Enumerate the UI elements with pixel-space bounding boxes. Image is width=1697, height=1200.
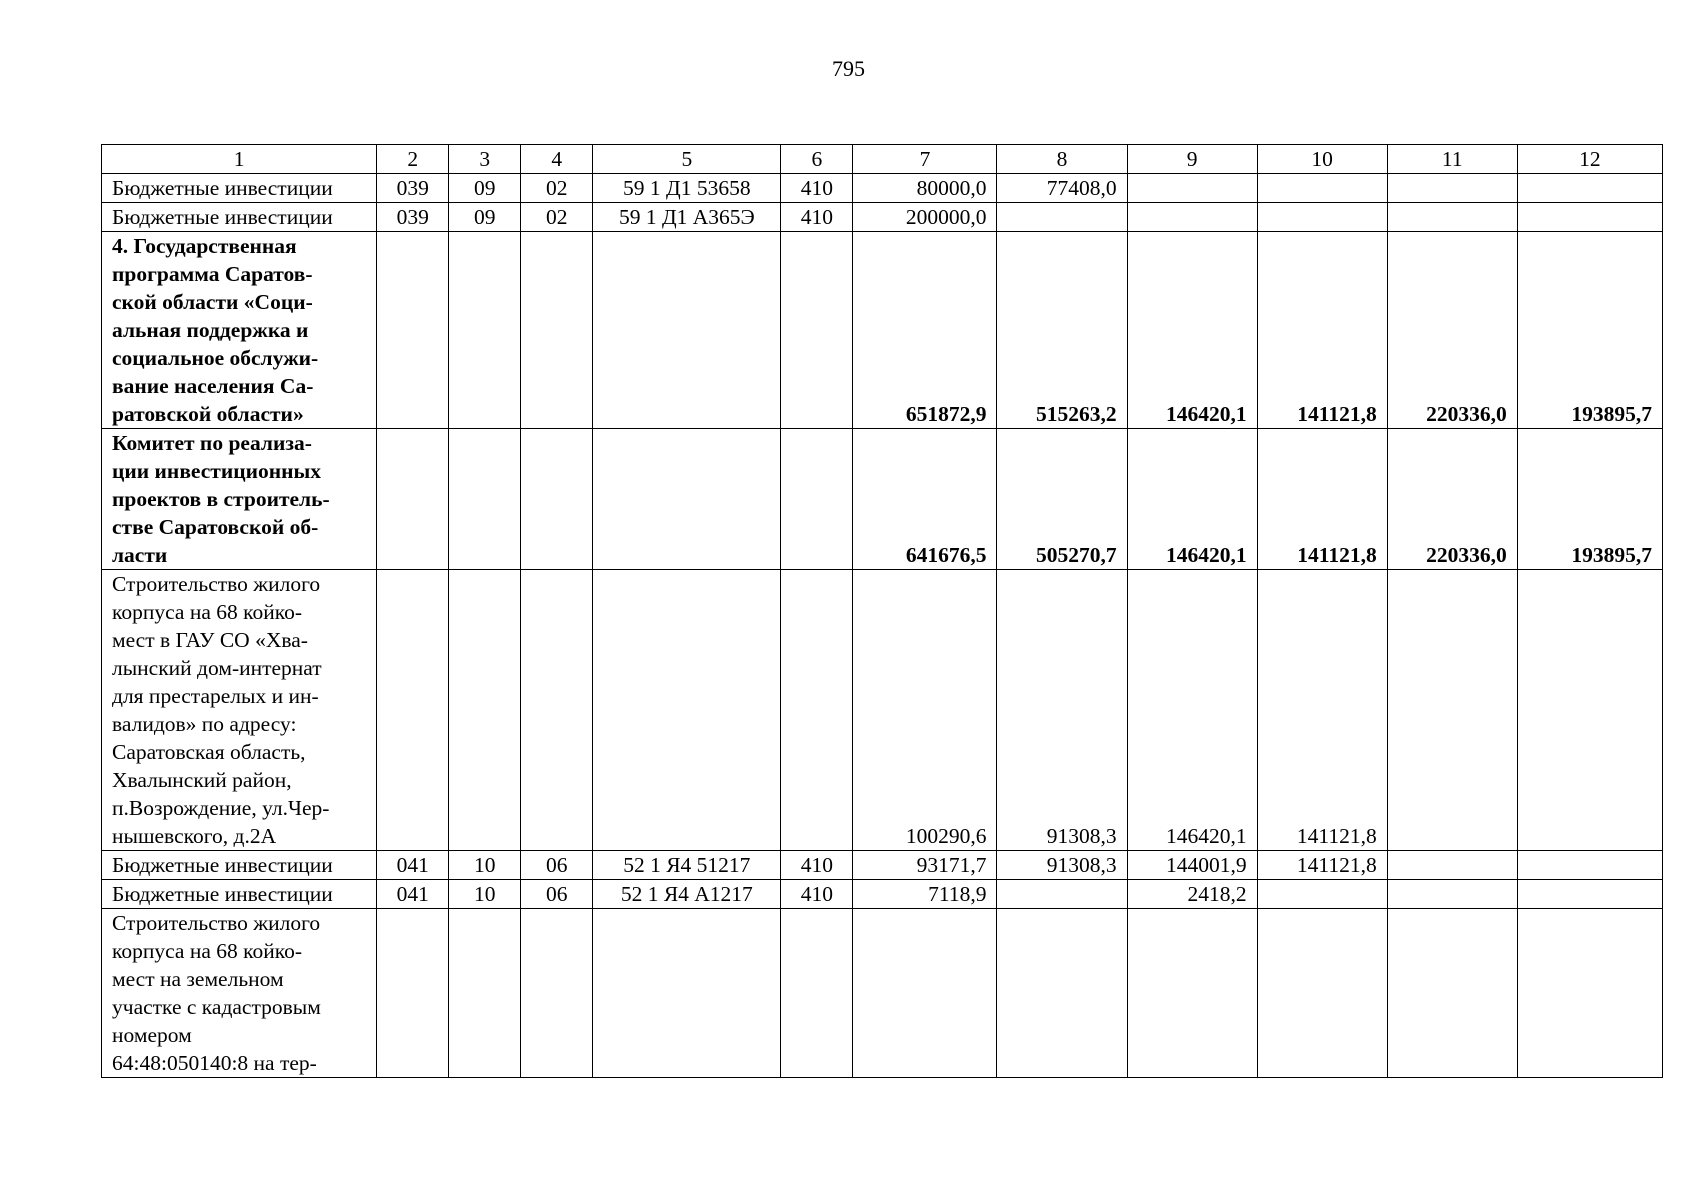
cell-col-2 xyxy=(377,429,449,570)
cell-col-6: 410 xyxy=(781,174,853,203)
cell-col-3: 10 xyxy=(449,880,521,909)
cell-col-9: 146420,1 xyxy=(1127,570,1257,851)
column-header: 1 xyxy=(102,145,377,174)
cell-col-8: 91308,3 xyxy=(997,851,1127,880)
cell-col-9: 2418,2 xyxy=(1127,880,1257,909)
cell-col-10: 141121,8 xyxy=(1257,429,1387,570)
column-number-header-row xyxy=(102,145,1663,174)
cell-col-12 xyxy=(1517,909,1662,1078)
cell-col-8: 505270,7 xyxy=(997,429,1127,570)
column-header: 3 xyxy=(449,145,521,174)
cell-col-4: 02 xyxy=(521,203,593,232)
cell-col-6: 410 xyxy=(781,880,853,909)
cell-col-10: 141121,8 xyxy=(1257,851,1387,880)
cell-col-11: 220336,0 xyxy=(1387,232,1517,429)
cell-col-2 xyxy=(377,570,449,851)
cell-col-7: 7118,9 xyxy=(853,880,997,909)
cell-col-4 xyxy=(521,570,593,851)
column-header: 6 xyxy=(781,145,853,174)
cell-col-5: 59 1 Д1 53658 xyxy=(593,174,781,203)
column-header: 11 xyxy=(1387,145,1517,174)
cell-col-3: 09 xyxy=(449,203,521,232)
cell-col-5: 59 1 Д1 А365Э xyxy=(593,203,781,232)
column-header: 9 xyxy=(1127,145,1257,174)
cell-col-7: 100290,6 xyxy=(853,570,997,851)
table-row xyxy=(102,570,1663,851)
table-row xyxy=(102,429,1663,570)
cell-col-10 xyxy=(1257,203,1387,232)
cell-col-9: 146420,1 xyxy=(1127,429,1257,570)
cell-col-7 xyxy=(853,909,997,1078)
cell-col-9: 144001,9 xyxy=(1127,851,1257,880)
cell-col-8: 91308,3 xyxy=(997,570,1127,851)
row-name-cell: 4. Государственная программа Саратов- ской области «Соци- альная поддержка и социальное обслужи- вание населения Са- ратовской области» xyxy=(102,232,377,429)
column-header: 10 xyxy=(1257,145,1387,174)
cell-col-3 xyxy=(449,232,521,429)
cell-col-5 xyxy=(593,429,781,570)
cell-col-4 xyxy=(521,232,593,429)
row-name-cell: Комитет по реализа- ции инвестиционных проектов в строитель- стве Саратовской об- ласти xyxy=(102,429,377,570)
cell-col-5 xyxy=(593,909,781,1078)
cell-col-12 xyxy=(1517,174,1662,203)
cell-col-6: 410 xyxy=(781,203,853,232)
cell-col-11 xyxy=(1387,851,1517,880)
cell-col-5 xyxy=(593,570,781,851)
row-name-cell: Бюджетные инвестиции xyxy=(102,851,377,880)
cell-col-5 xyxy=(593,232,781,429)
cell-col-8 xyxy=(997,880,1127,909)
cell-col-5: 52 1 Я4 51217 xyxy=(593,851,781,880)
cell-col-4 xyxy=(521,909,593,1078)
cell-col-10 xyxy=(1257,909,1387,1078)
table-row xyxy=(102,909,1663,1078)
column-header: 5 xyxy=(593,145,781,174)
cell-col-2 xyxy=(377,909,449,1078)
cell-col-2 xyxy=(377,232,449,429)
table-row xyxy=(102,203,1663,232)
cell-col-3: 10 xyxy=(449,851,521,880)
cell-col-8: 77408,0 xyxy=(997,174,1127,203)
cell-col-3 xyxy=(449,909,521,1078)
cell-col-4: 02 xyxy=(521,174,593,203)
table-row xyxy=(102,880,1663,909)
cell-col-12: 193895,7 xyxy=(1517,429,1662,570)
row-name-cell: Строительство жилого корпуса на 68 койко- мест на земельном участке с кадастровым номером 64:48:050140:8 на тер- xyxy=(102,909,377,1078)
cell-col-11 xyxy=(1387,880,1517,909)
cell-col-9 xyxy=(1127,203,1257,232)
cell-col-12: 193895,7 xyxy=(1517,232,1662,429)
cell-col-4: 06 xyxy=(521,851,593,880)
cell-col-4: 06 xyxy=(521,880,593,909)
column-header: 2 xyxy=(377,145,449,174)
cell-col-8: 515263,2 xyxy=(997,232,1127,429)
cell-col-12 xyxy=(1517,880,1662,909)
cell-col-2: 041 xyxy=(377,851,449,880)
cell-col-11 xyxy=(1387,570,1517,851)
cell-col-10: 141121,8 xyxy=(1257,232,1387,429)
cell-col-6 xyxy=(781,232,853,429)
cell-col-6 xyxy=(781,570,853,851)
cell-col-12 xyxy=(1517,203,1662,232)
cell-col-10: 141121,8 xyxy=(1257,570,1387,851)
cell-col-6: 410 xyxy=(781,851,853,880)
cell-col-11 xyxy=(1387,174,1517,203)
cell-col-11: 220336,0 xyxy=(1387,429,1517,570)
table-row xyxy=(102,851,1663,880)
page-number: 795 xyxy=(832,56,865,81)
column-header: 12 xyxy=(1517,145,1662,174)
cell-col-7: 80000,0 xyxy=(853,174,997,203)
cell-col-4 xyxy=(521,429,593,570)
cell-col-3 xyxy=(449,429,521,570)
cell-col-3 xyxy=(449,570,521,851)
cell-col-9 xyxy=(1127,174,1257,203)
cell-col-11 xyxy=(1387,203,1517,232)
cell-col-7: 93171,7 xyxy=(853,851,997,880)
cell-col-10 xyxy=(1257,880,1387,909)
cell-col-6 xyxy=(781,909,853,1078)
cell-col-7: 641676,5 xyxy=(853,429,997,570)
cell-col-11 xyxy=(1387,909,1517,1078)
row-name-cell: Бюджетные инвестиции xyxy=(102,880,377,909)
cell-col-5: 52 1 Я4 А1217 xyxy=(593,880,781,909)
table-row xyxy=(102,174,1663,203)
cell-col-6 xyxy=(781,429,853,570)
column-header: 4 xyxy=(521,145,593,174)
cell-col-8 xyxy=(997,909,1127,1078)
cell-col-9 xyxy=(1127,909,1257,1078)
cell-col-2: 039 xyxy=(377,174,449,203)
column-header: 7 xyxy=(853,145,997,174)
cell-col-10 xyxy=(1257,174,1387,203)
cell-col-12 xyxy=(1517,570,1662,851)
cell-col-7: 200000,0 xyxy=(853,203,997,232)
cell-col-8 xyxy=(997,203,1127,232)
cell-col-9: 146420,1 xyxy=(1127,232,1257,429)
cell-col-7: 651872,9 xyxy=(853,232,997,429)
cell-col-2: 041 xyxy=(377,880,449,909)
budget-table xyxy=(101,144,1663,1078)
row-name-cell: Бюджетные инвестиции xyxy=(102,174,377,203)
cell-col-3: 09 xyxy=(449,174,521,203)
column-header: 8 xyxy=(997,145,1127,174)
row-name-cell: Строительство жилого корпуса на 68 койко- мест в ГАУ СО «Хва- лынский дом-интернат для престарелых и ин- валидов» по адресу: Саратовская область, Хвалынский район, п.Возрождение, ул.Чер- нышевского, д.2А xyxy=(102,570,377,851)
row-name-cell: Бюджетные инвестиции xyxy=(102,203,377,232)
table-row xyxy=(102,232,1663,429)
cell-col-2: 039 xyxy=(377,203,449,232)
cell-col-12 xyxy=(1517,851,1662,880)
